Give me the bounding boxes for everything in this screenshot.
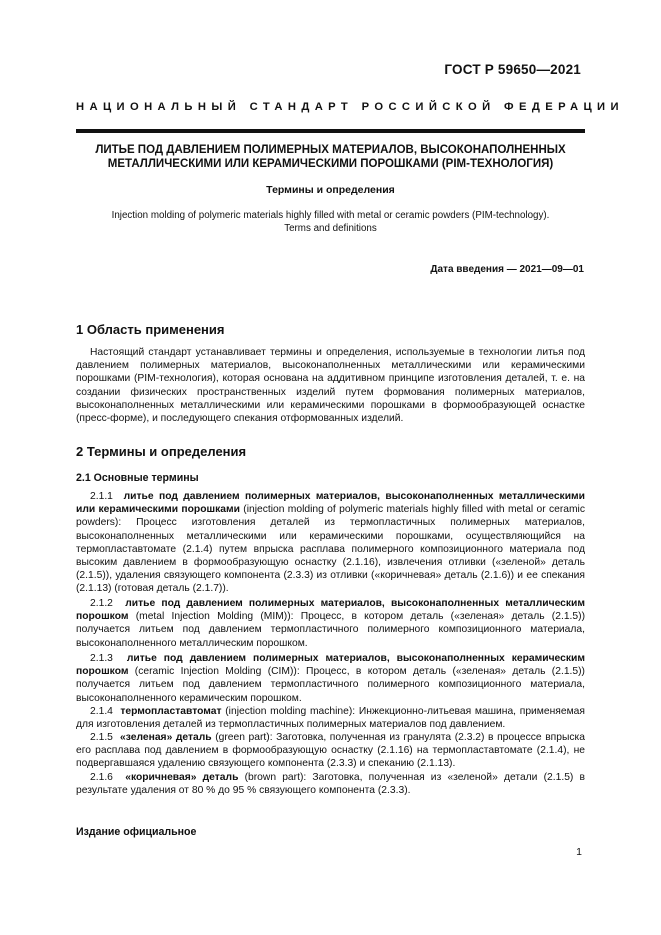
header-rule (76, 129, 585, 133)
official-edition-label: Издание официальное (76, 826, 197, 838)
page-number: 1 (576, 846, 582, 858)
introduction-date: Дата введения — 2021—09—01 (430, 264, 584, 275)
english-title-line-1: Injection molding of polymeric materials highly filled with metal or ceramic powders (PIM-technology). (111, 210, 550, 221)
english-title (76, 209, 585, 235)
term-name: «зеленая» деталь (120, 732, 212, 743)
standard-number: ГОСТ Р 59650—2021 (444, 62, 581, 77)
term-name: «коричневая» деталь (125, 772, 239, 783)
term-name: литье под давлением полимерных материалов, высоконаполненных металлическим порошком (76, 598, 585, 623)
section-1-text: Настоящий стандарт устанавливает термины и определения, используемые в технологии литья под давлением полимерных материалов, высоконаполненных металлическими или керамическими порошками (PIM-технология), которая основана на аддитивном принципе изготовления деталей, т. е. на создании физических пространственных изделий путем формования полимерных материалов, высоконаполненных металлическими или керамическими порошками в формообразующей оснастке (пресс-форме), и последующего спекания отформованных изделий. (76, 347, 585, 425)
term-entry (76, 705, 585, 731)
document-subtitle: Термины и определения (266, 184, 395, 196)
term-number: 2.1.5 (90, 732, 113, 743)
term-number: 2.1.3 (90, 653, 113, 664)
term-name: литье под давлением полимерных материалов, высоконаполненных керамическим порошком (76, 653, 585, 678)
title-line-1: ЛИТЬЕ ПОД ДАВЛЕНИЕМ ПОЛИМЕРНЫХ МАТЕРИАЛОВ, ВЫСОКОНАПОЛНЕННЫХ (95, 144, 566, 156)
term-number: 2.1.2 (90, 598, 113, 609)
subsection-2-1-heading: 2.1 Основные термины (76, 472, 199, 484)
english-title-line-2: Terms and definitions (284, 223, 377, 234)
term-number: 2.1.1 (90, 491, 113, 502)
term-definition: (brown part): Заготовка, полученная из «зеленой» детали (2.1.5) в результате удаления от 80 % до 95 % связующего компонента (2.3.3). (76, 772, 585, 797)
term-entry (76, 490, 585, 596)
term-number: 2.1.4 (90, 706, 113, 717)
national-standard-label: НАЦИОНАЛЬНЫЙ СТАНДАРТ РОССИЙСКОЙ ФЕДЕРАЦИИ (76, 101, 624, 113)
section-1-heading: 1 Область применения (76, 322, 225, 337)
term-name: термопластавтомат (120, 706, 222, 717)
section-2-heading: 2 Термины и определения (76, 444, 247, 459)
title-line-2: МЕТАЛЛИЧЕСКИМИ ИЛИ КЕРАМИЧЕСКИМИ ПОРОШКАМИ (PIM-ТЕХНОЛОГИЯ) (107, 158, 554, 170)
term-definition: (injection molding machine): Инжекционно-литьевая машина, применяемая для изготовления деталей из термопластичных полимерных материалов под давлением. (76, 706, 585, 731)
document-title (76, 143, 585, 171)
term-entry (76, 731, 585, 771)
term-entry (76, 771, 585, 797)
term-name: литье под давлением полимерных материалов, высоконаполненных металлическими или керамическими порошками (76, 491, 585, 516)
term-entry (76, 597, 585, 650)
term-definition: (green part): Заготовка, полученная из гранулята (2.3.2) в процессе впрыска его расплава под давлением в формообразующую оснастку (2.1.16) на термопластавтомате (2.1.4), не подвергавшаяся удалению связующего компонента (2.3.3) и спеканию (2.1.13). (76, 732, 585, 770)
term-entry (76, 652, 585, 705)
term-definition: (injection molding of polymeric materials highly filled with metal or ceramic powders): Процесс изготовления деталей из термопластичных полимерных материалов, высоконаполненных металлическими или керамическими порошками, осуществляющийся на термопластавтомате (2.1.4) путем впрыска расплава полимерного композиционного материала под высоким давлением в формообразующую оснастку (2.1.16), извлечения отливки («зеленой» деталь (2.1.5)), удаления связующего компонента (2.3.3) из отливки («коричневая» деталь (2.1.6)) и ее спекания (2.1.13) (готовая деталь (2.1.7)). (76, 504, 585, 595)
term-number: 2.1.6 (90, 772, 113, 783)
term-definition: (metal Injection Molding (MIM)): Процесс, в котором деталь («зеленая» деталь (2.1.5)) получается литьем под давлением термопластичного полимерного композиционного материала, высоконаполненного металлическим порошком. (76, 611, 585, 649)
term-definition: (ceramic Injection Molding (CIM)): Процесс, в котором деталь («зеленая» деталь (2.1.5)) получается литьем под давлением термопластичного полимерного композиционного материала, высоконаполненного керамическим порошком. (76, 666, 585, 704)
